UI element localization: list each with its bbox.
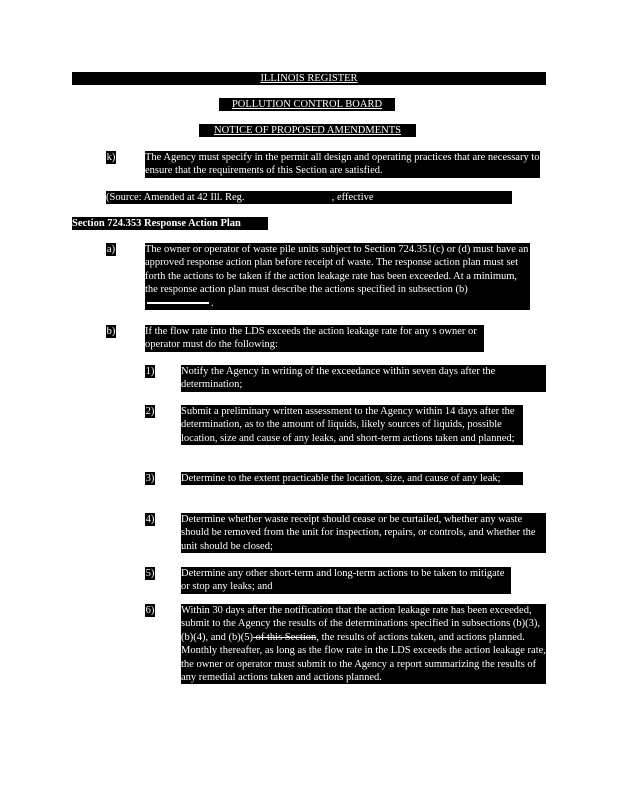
notice-title: NOTICE OF PROPOSED AMENDMENTS bbox=[199, 124, 416, 137]
item-label-1: 1) bbox=[145, 366, 155, 377]
item-label-4: 4) bbox=[145, 514, 155, 525]
source-mid: , effective bbox=[331, 192, 374, 203]
item-b-text: If the flow rate into the LDS exceeds the action leakage rate for any s owner or operator must do the following: bbox=[145, 325, 484, 352]
item-4-text: Determine whether waste receipt should cease or be curtailed, whether any waste should be removed from the unit for inspection, repairs, or controls, and whether the unit should be closed; bbox=[181, 513, 546, 553]
source-note bbox=[106, 191, 517, 204]
section-heading: Section 724.353 Response Action Plan bbox=[72, 217, 268, 230]
register-title: ILLINOIS REGISTER bbox=[72, 72, 546, 85]
source-prefix: (Source: Amended at 42 Ill. Reg. bbox=[106, 192, 245, 203]
item-a-text bbox=[145, 243, 530, 310]
item-a-text-main: The owner or operator of waste pile units subject to Section 724.351(c) or (d) must have an approved response action plan before receipt of waste. The response action plan must set forth the actions to be taken if the action leakage rate has been exceeded. At a minimum, the response action plan must describe the actions specified in subsection (b) bbox=[145, 244, 529, 296]
item-1-text: Notify the Agency in writing of the exceedance within seven days after the determination; bbox=[181, 365, 546, 392]
item-label-a: a) bbox=[106, 244, 116, 255]
item-5-text: Determine any other short-term and long-term actions to be taken to mitigate or stop any leaks; and bbox=[181, 567, 511, 594]
item-label-b: b) bbox=[106, 326, 116, 337]
item-label-6: 6) bbox=[145, 605, 155, 616]
item-label-k: k) bbox=[106, 152, 116, 163]
item-3-text: Determine to the extent practicable the location, size, and cause of any leak; bbox=[181, 472, 523, 485]
item-k-text: The Agency must specify in the permit all design and operating practices that are necessary to ensure that the requirements of this Section are satisfied. bbox=[145, 152, 540, 177]
source-end: ) bbox=[512, 192, 517, 203]
item-label-3: 3) bbox=[145, 473, 155, 484]
item-label-2: 2) bbox=[145, 406, 155, 417]
item-6-text-pre: Within 30 days after the notification that the action leakage rate has been exceeded, submit to the Agency the results of the determinations specified in subsections (b)(3), (b)(4), and (b)(5) bbox=[181, 605, 540, 643]
item-6-deleted-text: of this Section bbox=[253, 631, 317, 643]
item-2-text: Submit a preliminary written assessment to the Agency within 14 days after the determination, as to the amount of liquids, likely sources of liquids, possible location, size and cause of any leaks, and short-term actions taken and planned; bbox=[181, 405, 523, 445]
item-a-text-end: . bbox=[211, 297, 214, 309]
item-label-5: 5) bbox=[145, 568, 155, 579]
redaction-mark bbox=[147, 302, 209, 304]
board-title: POLLUTION CONTROL BOARD bbox=[219, 98, 395, 111]
item-6-text bbox=[181, 604, 546, 684]
item-6-text-post: , the results of actions taken, and actions planned. Monthly thereafter, as long as the flow rate in the LDS exceeds the action leakage rate, the owner or operator must submit to the Agency a report summarizing the results of any remedial actions taken and actions planned. bbox=[181, 631, 546, 684]
